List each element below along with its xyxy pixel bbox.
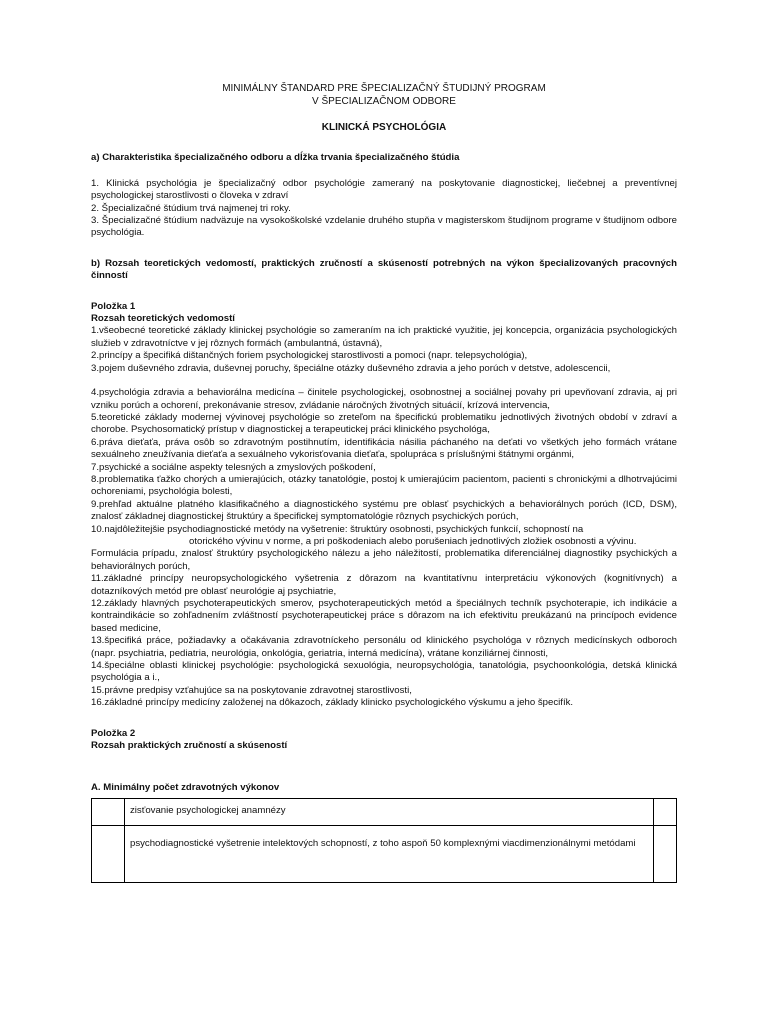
list-item: 11.základné princípy neuropsychologického vyšetrenia z dôrazom na kvantitatívnu interpretáciu výkonových (kognitívnych) a dotazníkových metód pre oblasť neurológie aj psychiatrie,: [91, 573, 677, 597]
table-row: [92, 798, 677, 825]
list-item: 14.špeciálne oblasti klinickej psychológie: psychologická sexuológia, neuropsychológia, tanatológia, psychoonkológia, detská klinická psychológia a i.,: [91, 660, 677, 684]
document-subtitle: KLINICKÁ PSYCHOLÓGIA: [321, 122, 447, 133]
section-a-list: [91, 178, 677, 240]
table-a-heading: A. Minimálny počet zdravotných výkonov: [91, 782, 280, 794]
table-cell-count: [654, 798, 677, 825]
section-a-heading: a) Charakteristika špecializačného odboru a dĺžka trvania špecializačného štúdia: [91, 152, 460, 164]
document-page: [91, 82, 677, 883]
spacer: [91, 375, 677, 387]
list-item: 7.psychické a sociálne aspekty telesných a zmyslových poškodení,: [91, 461, 376, 473]
list-item: 4.psychológia zdravia a behaviorálna medicína – činitele psychologickej, osobnostnej a sociálnej povahy pri upevňovaní zdravia, aj pri vzniku porúch a ochorení, prekonávanie stresov, zvládanie náročných životných situácií, krízová intervencia,: [91, 387, 677, 411]
polozka1-title: Položka 1: [91, 300, 136, 312]
table-cell-description: psychodiagnostické vyšetrenie intelektových schopností, z toho aspoň 50 komplexnými viacdimenzionálnymi metódami: [125, 825, 654, 882]
list-item-continuation: otorického vývinu v norme, a pri poškodeniach alebo porušeniach jednotlivých zložiek osobnosti a vývinu.: [189, 535, 637, 547]
polozka1-list: [91, 325, 677, 709]
list-item: 9.prehľad aktuálne platného klasifikačného a diagnostického systému pre oblasť psychických a behaviorálnych porúch (ICD, DSM), znalosť základnej diagnostickej štruktúry a špecifickej symptomatológie rôznych psychických porúch,: [91, 498, 677, 523]
table-cell-count: [654, 825, 677, 882]
list-item: 16.základné princípy medicíny založenej na dôkazoch, základy klinicko psychologického výskumu a jeho špecifík.: [91, 697, 574, 709]
list-item: 5.teoretické základy modernej vývinovej psychológie so zreteľom na špecifickú problematiku jednotlivých životných období v zdraví a chorobe. Psychosomatický prístup v diagnostickej a terapeutickej práci klinického psychológa,: [91, 411, 677, 436]
list-item: 8.problematika ťažko chorých a umierajúcich, otázky tanatológie, postoj k umierajúcim pacientom, pacienti s chronickými a dlhotrvajúcimi ochoreniami, psychológia bolesti,: [91, 473, 677, 498]
table-row: [92, 825, 677, 882]
list-item: 6.práva dieťaťa, práva osôb so zdravotným postihnutím, identifikácia násilia páchaného na deťati vo všetkých jeho formách vrátane sexuálneho zneužívania dieťaťa a sexuálneho vykorisťovania dieťaťa, spolupráca s príslušnými štátnymi orgánmi,: [91, 436, 677, 461]
list-item: 10.najdôležitejšie psychodiagnostické metódy na vyšetrenie: štruktúry osobnosti, psychických funkcií, schopností na: [91, 523, 584, 535]
polozka2-title: Položka 2: [91, 727, 136, 739]
list-item: Formulácia prípadu, znalosť štruktúry psychologického nálezu a jeho náležitostí, problematika diferenciálnej diagnostiky psychických a behaviorálnych porúch,: [91, 548, 677, 572]
list-item: 2.princípy a špecifiká dištančných foriem psychologickej starostlivosti a pomoci (napr. telepsychológia),: [91, 350, 528, 362]
list-item: 12.základy hlavných psychoterapeutických smerov, psychoterapeutických metód a špeciálnych techník psychoterapie, ich indikácie a kontraindikácie so zohľadnením zvláštností psychoterapeutickej práce s dôrazom na ich efektivitu preukázanú na princípoch evidence based medicine,: [91, 598, 677, 634]
performance-table: [91, 798, 677, 883]
section-a-item: 3. Špecializačné štúdium nadväzuje na vysokoškolské vzdelanie druhého stupňa v magisterskom študijnom programe v študijnom odbore psychológia.: [91, 215, 677, 239]
document-title-line2: V ŠPECIALIZAČNOM ODBORE: [312, 96, 456, 107]
polozka2-subtitle: Rozsah praktických zručností a skúseností: [91, 740, 288, 752]
section-a-item: 1. Klinická psychológia je špecializačný odbor psychológie zameraný na poskytovanie diagnostickej, liečebnej a preventívnej psychologickej starostlivosti o človeka v zdraví: [91, 177, 677, 202]
table-cell-index: [92, 825, 125, 882]
table-cell-index: [92, 798, 125, 825]
table-cell-description: zisťovanie psychologickej anamnézy: [125, 798, 654, 825]
list-item: 15.právne predpisy vzťahujúce sa na poskytovanie zdravotnej starostlivosti,: [91, 684, 412, 696]
section-b-heading: b) Rozsah teoretických vedomostí, praktických zručností a skúseností potrebných na výkon špecializovaných pracovných činností: [91, 257, 677, 282]
list-item: 1.všeobecné teoretické základy klinickej psychológie so zameraním na ich praktické využitie, jej koncepcia, organizácia psychologických služieb v zdravotníctve v jej rôznych formách (ambulantná, ústavná),: [91, 325, 677, 349]
list-item: 3.pojem duševného zdravia, duševnej poruchy, špeciálne otázky duševného zdravia a jeho porúch v detstve, adolescencii,: [91, 362, 611, 374]
section-a-item: 2. Špecializačné štúdium trvá najmenej tri roky.: [91, 202, 291, 214]
document-title-line1: MINIMÁLNY ŠTANDARD PRE ŠPECIALIZAČNÝ ŠTUDIJNÝ PROGRAM: [222, 83, 546, 94]
polozka1-subtitle: Rozsah teoretických vedomostí: [91, 313, 235, 325]
list-item: 13.špecifiká práce, požiadavky a očakávania zdravotníckeho personálu od klinického psychológa v rôznych medicínskych odboroch (napr. psychiatria, pediatria, neurológia, onkológia, geriatria, interná medicína), vrátane konziliárnej činnosti,: [91, 635, 677, 659]
